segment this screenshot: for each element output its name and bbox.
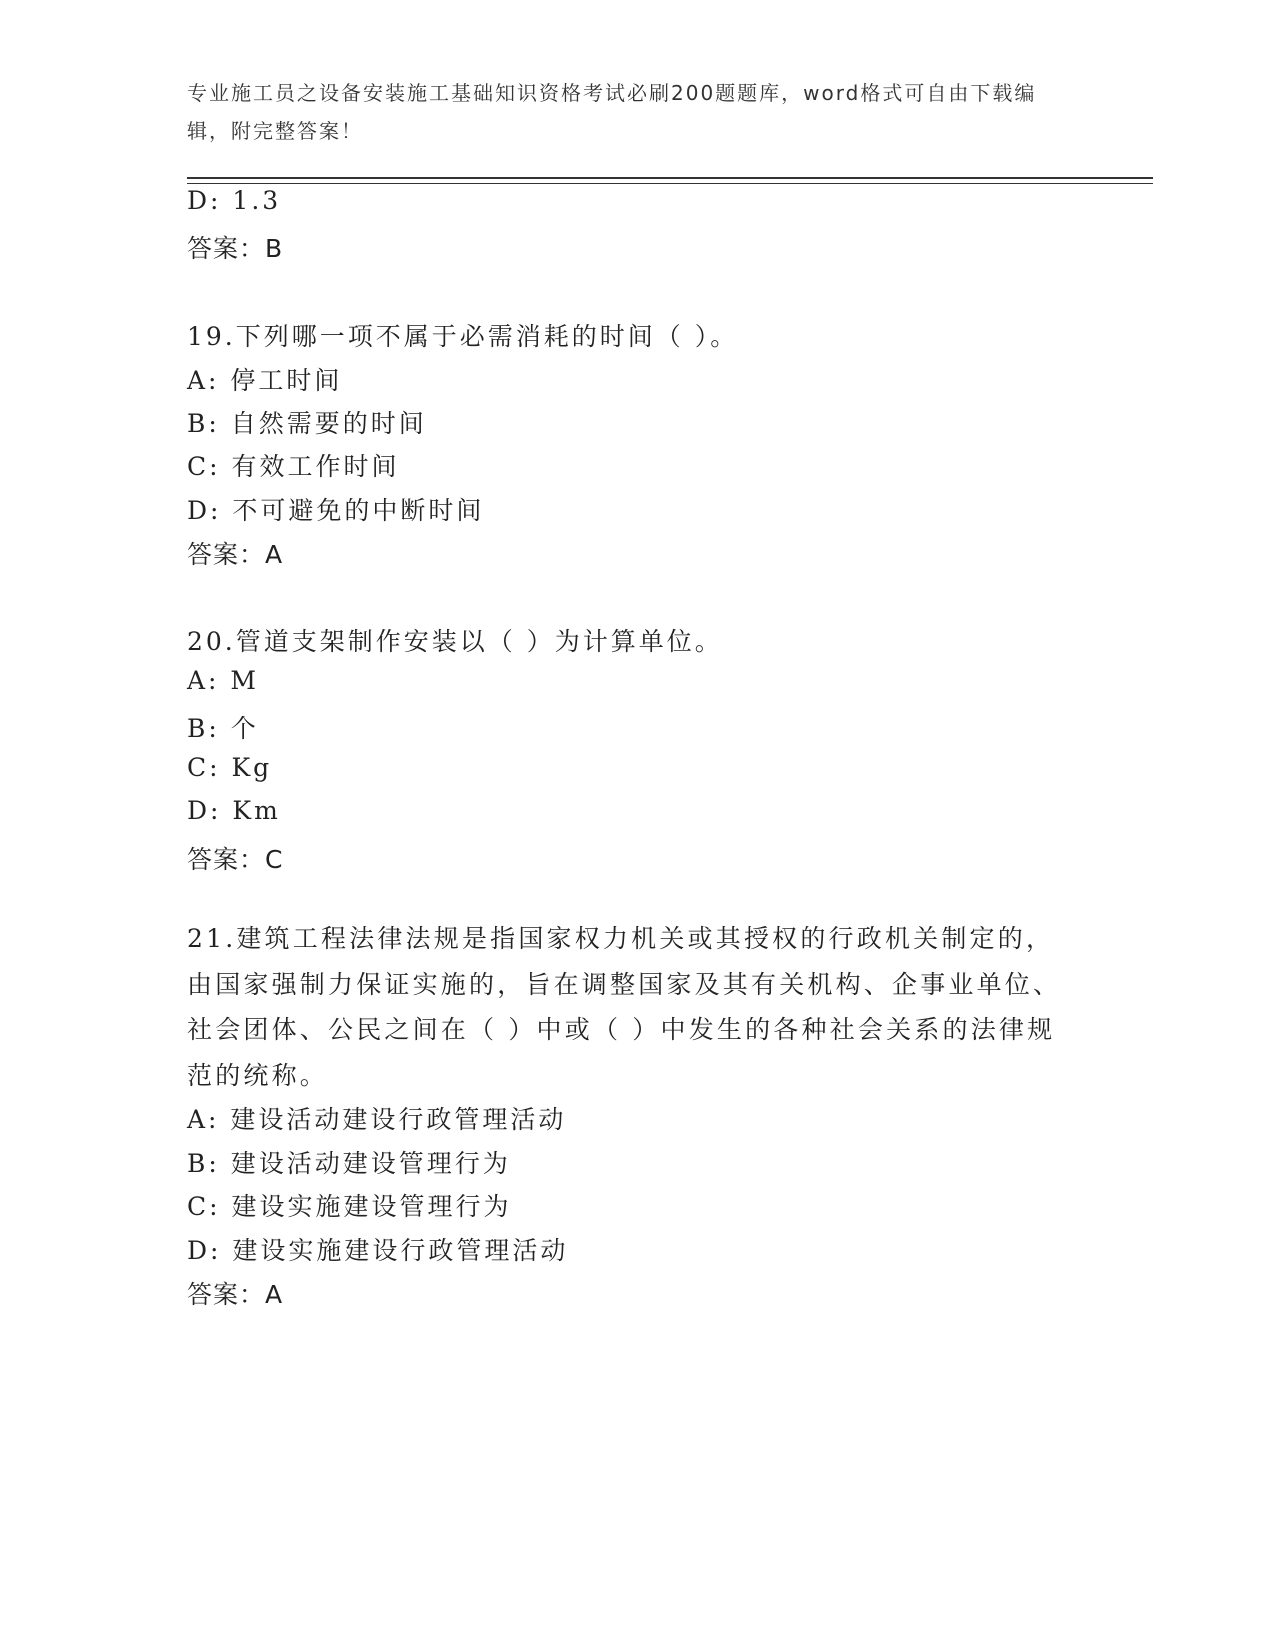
q20-option-c: C: Kg (187, 753, 273, 782)
q21-option-b: B: 建设活动建设管理行为 (187, 1149, 511, 1178)
q20-option-d: D: Km (187, 796, 281, 825)
document-header: 专业施工员之设备安装施工基础知识资格考试必刷200题题库，word格式可自由下载编辑，附完整答案！ (187, 81, 1037, 143)
q20-option-b: B: 个 (187, 714, 259, 743)
q21-question: 21.建筑工程法律法规是指国家权力机关或其授权的行政机关制定的，由国家强制力保证实施的，旨在调整国家及其有关机构、企事业单位、社会团体、公民之间在（ ）中或（ ）中发生的各种社会关系的法律规范的统称。 (187, 924, 1062, 1090)
q21-answer: 答案：A (187, 1280, 284, 1309)
prev-option-d: D: 1.3 (187, 186, 282, 215)
q19-option-a: A: 停工时间 (187, 366, 343, 395)
q19-option-c: C: 有效工作时间 (187, 452, 400, 481)
q21-option-d: D: 建设实施建设行政管理活动 (187, 1236, 569, 1265)
q19-option-b: B: 自然需要的时间 (187, 409, 427, 438)
header-rule-thin (187, 183, 1153, 184)
q19-option-d: D: 不可避免的中断时间 (187, 496, 485, 525)
q20-option-a: A: M (187, 666, 260, 695)
q20-question: 20.管道支架制作安装以（ ）为计算单位。 (187, 627, 723, 656)
q20-answer: 答案：C (187, 845, 284, 874)
q21-option-a: A: 建设活动建设行政管理活动 (187, 1105, 567, 1134)
prev-answer: 答案：B (187, 234, 284, 263)
header-rule-thick (187, 177, 1153, 179)
q19-answer: 答案：A (187, 540, 284, 569)
q19-question: 19.下列哪一项不属于必需消耗的时间（ ）。 (187, 322, 739, 351)
q21-option-c: C: 建设实施建设管理行为 (187, 1192, 512, 1221)
